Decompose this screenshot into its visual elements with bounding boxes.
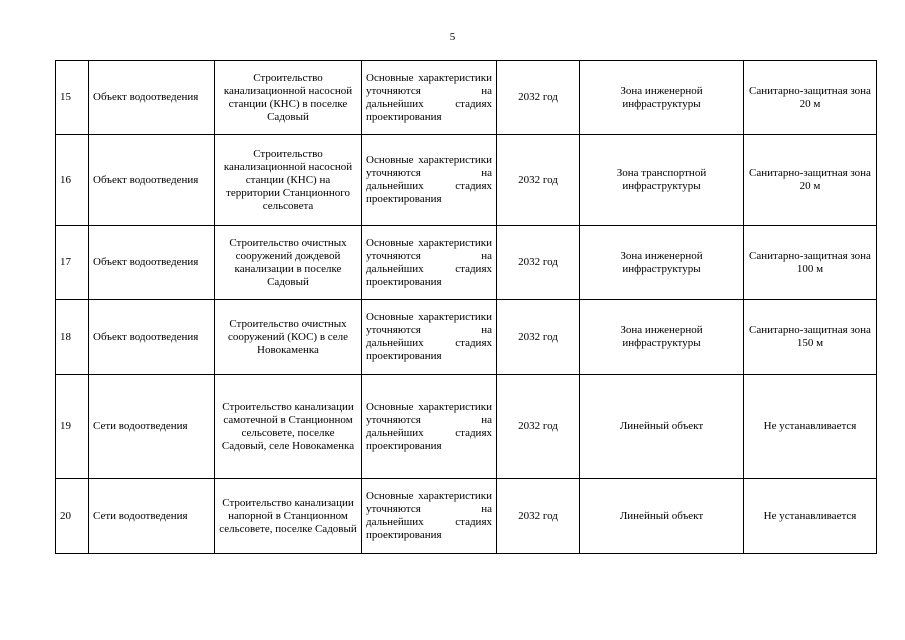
object-name: Объект водоотведения bbox=[89, 226, 215, 300]
implementation-term: 2032 год bbox=[497, 375, 580, 479]
works-description: Строительство очистных сооружений дождевой канализации в поселке Садовый bbox=[215, 226, 362, 300]
protection-zone: Санитарно-защитная зона 150 м bbox=[744, 300, 877, 375]
object-name: Сети водоотведения bbox=[89, 375, 215, 479]
table-row bbox=[56, 61, 877, 135]
table-row bbox=[56, 479, 877, 554]
characteristics: Основные характеристики уточняются на дальнейших стадиях проектирования bbox=[362, 300, 497, 375]
functional-zone: Зона инженерной инфраструктуры bbox=[580, 226, 744, 300]
table-row bbox=[56, 300, 877, 375]
implementation-term: 2032 год bbox=[497, 226, 580, 300]
row-number: 18 bbox=[56, 300, 89, 375]
functional-zone: Зона инженерной инфраструктуры bbox=[580, 61, 744, 135]
page-number: 5 bbox=[449, 31, 456, 43]
protection-zone: Санитарно-защитная зона 100 м bbox=[744, 226, 877, 300]
protection-zone: Не устанавливается bbox=[744, 479, 877, 554]
works-description: Строительство канализационной насосной станции (КНС) в поселке Садовый bbox=[215, 61, 362, 135]
row-number: 19 bbox=[56, 375, 89, 479]
implementation-term: 2032 год bbox=[497, 61, 580, 135]
planned-objects-table bbox=[55, 60, 877, 554]
characteristics: Основные характеристики уточняются на дальнейших стадиях проектирования bbox=[362, 226, 497, 300]
works-description: Строительство очистных сооружений (КОС) в селе Новокаменка bbox=[215, 300, 362, 375]
row-number: 15 bbox=[56, 61, 89, 135]
functional-zone: Зона транспортной инфраструктуры bbox=[580, 135, 744, 226]
works-description: Строительство канализации напорной в Станционном сельсовете, поселке Садовый bbox=[215, 479, 362, 554]
row-number: 17 bbox=[56, 226, 89, 300]
object-name: Объект водоотведения bbox=[89, 300, 215, 375]
characteristics: Основные характеристики уточняются на дальнейших стадиях проектирования bbox=[362, 135, 497, 226]
implementation-term: 2032 год bbox=[497, 135, 580, 226]
row-number: 16 bbox=[56, 135, 89, 226]
works-description: Строительство канализации самотечной в Станционном сельсовете, поселке Садовый, селе Новокаменка bbox=[215, 375, 362, 479]
object-name: Объект водоотведения bbox=[89, 135, 215, 226]
protection-zone: Санитарно-защитная зона 20 м bbox=[744, 61, 877, 135]
table-row bbox=[56, 375, 877, 479]
table-row bbox=[56, 135, 877, 226]
implementation-term: 2032 год bbox=[497, 479, 580, 554]
implementation-term: 2032 год bbox=[497, 300, 580, 375]
protection-zone: Не устанавливается bbox=[744, 375, 877, 479]
characteristics: Основные характеристики уточняются на дальнейших стадиях проектирования bbox=[362, 479, 497, 554]
functional-zone: Линейный объект bbox=[580, 375, 744, 479]
works-description: Строительство канализационной насосной станции (КНС) на территории Станционного сельсовета bbox=[215, 135, 362, 226]
object-name: Объект водоотведения bbox=[89, 61, 215, 135]
object-name: Сети водоотведения bbox=[89, 479, 215, 554]
row-number: 20 bbox=[56, 479, 89, 554]
functional-zone: Зона инженерной инфраструктуры bbox=[580, 300, 744, 375]
functional-zone: Линейный объект bbox=[580, 479, 744, 554]
protection-zone: Санитарно-защитная зона 20 м bbox=[744, 135, 877, 226]
characteristics: Основные характеристики уточняются на дальнейших стадиях проектирования bbox=[362, 61, 497, 135]
table-row bbox=[56, 226, 877, 300]
characteristics: Основные характеристики уточняются на дальнейших стадиях проектирования bbox=[362, 375, 497, 479]
